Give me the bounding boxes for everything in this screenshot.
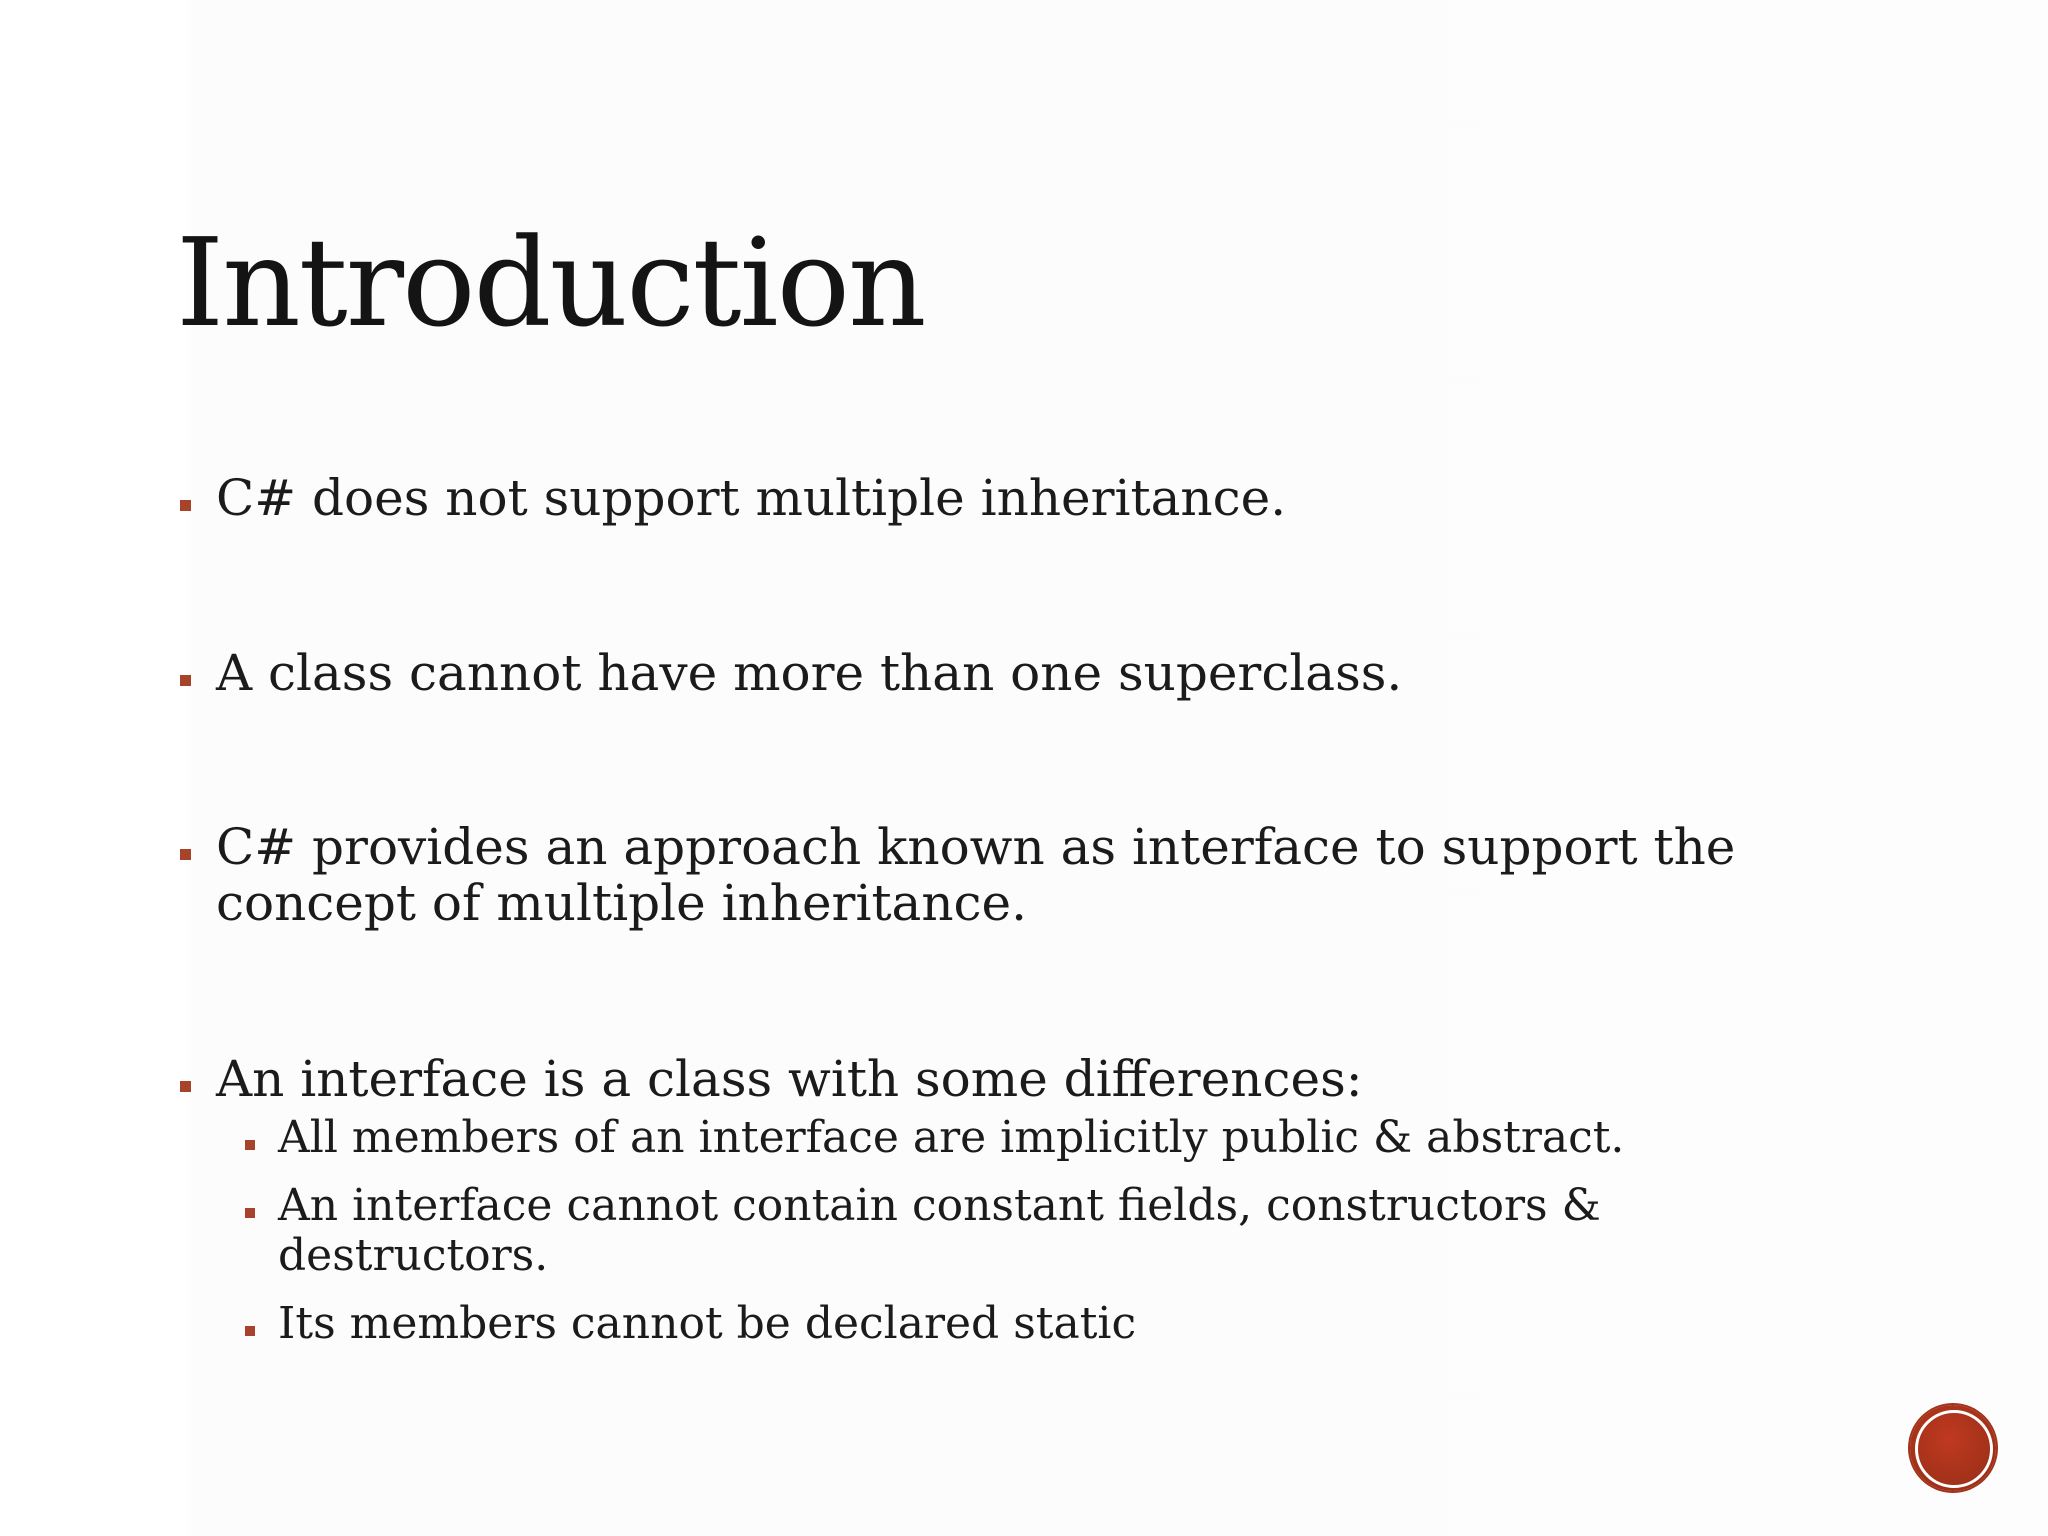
square-bullet-icon [245, 1208, 255, 1218]
sub-bullet-text: All members of an interface are implicitly public & abstract. [278, 1112, 1625, 1163]
square-bullet-icon [245, 1140, 255, 1150]
sub-bullet-item [278, 1299, 1876, 1349]
sub-bullet-item [278, 1113, 1876, 1163]
bullet-text: C# does not support multiple inheritance. [216, 469, 1287, 527]
bullet-item [176, 645, 1876, 701]
bullet-text: An interface is a class with some differences: [216, 1050, 1363, 1108]
square-bullet-icon [180, 500, 191, 511]
bullet-text: A class cannot have more than one superclass. [216, 644, 1403, 702]
circle-badge-icon [1910, 1405, 1996, 1491]
sub-bullet-item [278, 1181, 1876, 1281]
slide-title: Introduction [176, 212, 925, 354]
bullet-item [176, 470, 1876, 526]
sub-bullet-text: Its members cannot be declared static [278, 1298, 1137, 1349]
square-bullet-icon [245, 1326, 255, 1336]
bullet-text: C# provides an approach known as interface to support the concept of multiple inheritance. [216, 818, 1736, 932]
sub-bullet-text: An interface cannot contain constant fields, constructors & destructors. [278, 1180, 1601, 1281]
square-bullet-icon [180, 675, 191, 686]
bullet-item [176, 819, 1876, 931]
square-bullet-icon [180, 849, 191, 860]
bullet-list [176, 470, 1876, 1367]
bullet-item [176, 1051, 1876, 1349]
sub-bullet-list [216, 1113, 1876, 1349]
square-bullet-icon [180, 1081, 191, 1092]
